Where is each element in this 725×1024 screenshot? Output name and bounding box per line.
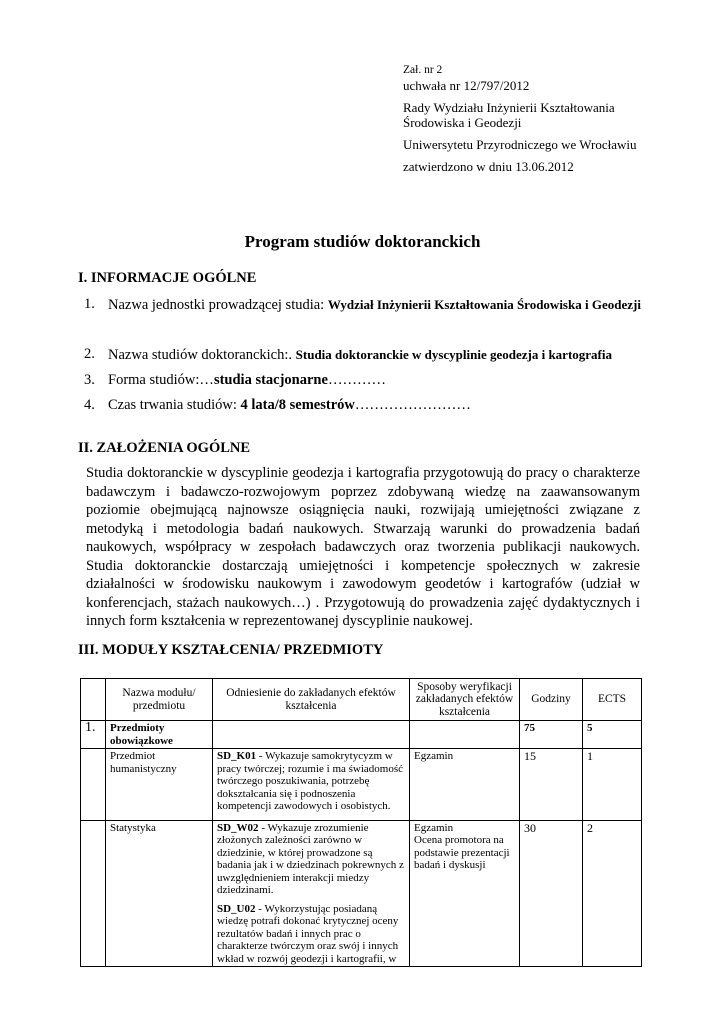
item-value: 4 lata/8 semestrów bbox=[240, 397, 355, 413]
faculty-council: Rady Wydziału Inżynierii Kształtowania Środowiska i Geodezji bbox=[403, 100, 615, 130]
item-label: Forma studiów:… bbox=[108, 372, 214, 388]
item-number: 1. bbox=[84, 296, 95, 312]
university-name: Uniwersytetu Przyrodniczego we Wrocławiu bbox=[403, 137, 637, 152]
table-header-row bbox=[81, 679, 642, 721]
empty-cell bbox=[213, 721, 410, 749]
subject-name: Przedmiot humanistyczny bbox=[106, 749, 213, 821]
list-item bbox=[84, 342, 644, 368]
empty-cell bbox=[410, 721, 520, 749]
subject-hours: 30 bbox=[520, 820, 583, 967]
header-hours: Godziny bbox=[520, 679, 583, 721]
group-hours: 75 bbox=[520, 721, 583, 749]
subject-hours: 15 bbox=[520, 749, 583, 821]
item-value: studia stacjonarne bbox=[213, 372, 328, 388]
item-value: Studia doktoranckie w dyscyplinie geodezja i kartografia bbox=[295, 347, 612, 362]
approval-date: zatwierdzono w dniu 13.06.2012 bbox=[403, 159, 574, 174]
effect-code: SD_U02 bbox=[217, 902, 256, 915]
section1-heading: I. INFORMACJE OGÓLNE bbox=[78, 270, 257, 286]
item-number: 4. bbox=[84, 397, 95, 413]
effect-code: SD_W02 bbox=[217, 821, 259, 834]
effect-text: - Wykazuje samokrytycyzm w pracy twórczej; rozumie i ma świadomość twórczego poszukiwania, potrzebę dokształcania się i podnoszenia kompetencji zawodowych i osobistych. bbox=[217, 750, 404, 812]
item-suffix: ………… bbox=[327, 372, 386, 388]
effect-code: SD_K01 bbox=[217, 750, 257, 762]
item-label: Nazwa jednostki prowadzącej studia: bbox=[108, 297, 328, 313]
subject-verification: Egzamin bbox=[410, 749, 520, 821]
header-verification: Sposoby weryfikacji zakładanych efektów kształcenia bbox=[410, 679, 520, 721]
subject-ects: 2 bbox=[583, 820, 642, 967]
group-name: Przedmioty obowiązkowe bbox=[106, 721, 213, 749]
general-assumptions-text: Studia doktoranckie w dyscyplinie geodezja i kartografia przygotowują do pracy o charakterze badawczym i badawczo-rozwojowym poprzez zdobywaną wiedzę na zaawansowanym poziomie obejmującą najnowsze osiągnięcia nauki, rozwijają umiejętności związane z metodyką i metodologia badań naukowych. Stwarzają warunki do prowadzenia badań naukowych, współpracy w zespołach badawczych oraz tworzenia publikacji naukowych. Studia doktoranckie dostarczają umiejętności i kompetencje społecznych w zakresie działalności w środowisku naukowym i zawodowym geodetów i kartografów (udział w konferencjach, stażach naukowych…) . Przygotowują do prowadzenia zajęć dydaktycznych i innych form kształcenia w reprezentowanej dyscyplinie naukowej. bbox=[86, 465, 640, 629]
subject-effects bbox=[213, 749, 410, 821]
table-row bbox=[81, 820, 642, 967]
subject-ects: 1 bbox=[583, 749, 642, 821]
item-value: Wydział Inżynierii Kształtowania Środowiska i Geodezji bbox=[327, 297, 641, 312]
item-label: Nazwa studiów doktoranckich:. bbox=[108, 347, 296, 363]
item-number: 2. bbox=[84, 346, 95, 362]
item-number: 3. bbox=[84, 372, 95, 388]
effect-text: - Wykorzystując posiadaną wiedzę potrafi dokonać krytycznej oceny rezultatów badań i innych prac o charakterze twórczym oraz swój i innych wkład w rozwój geodezji i kartografii, w bbox=[217, 902, 399, 965]
item-label: Czas trwania studiów: bbox=[108, 397, 241, 413]
effect-item bbox=[217, 822, 405, 897]
list-item bbox=[84, 292, 644, 342]
header-module: Nazwa modułu/ przedmiotu bbox=[106, 679, 213, 721]
effect-item bbox=[217, 750, 405, 813]
section2-heading: II. ZAŁOŻENIA OGÓLNE bbox=[78, 440, 251, 456]
header-lp bbox=[81, 679, 106, 721]
resolution-number: uchwała nr 12/797/2012 bbox=[403, 78, 530, 93]
general-info-list bbox=[84, 292, 644, 418]
subject-effects bbox=[213, 820, 410, 967]
empty-cell bbox=[81, 749, 106, 821]
subject-verification: Egzamin Ocena promotora na podstawie prezentacji badań i dyskusji bbox=[410, 820, 520, 967]
effect-text: - Wykazuje zrozumienie złożonych zależności zarówno w dziedzinie, w której prowadzone są badania jak i w dziedzinach pokrewnych z uwzględnieniem interakcji miedzy dziedzinami. bbox=[217, 821, 404, 896]
table-row bbox=[81, 749, 642, 821]
approval-note bbox=[403, 63, 643, 181]
effect-item bbox=[217, 903, 405, 966]
empty-cell bbox=[81, 820, 106, 967]
item-suffix: …………………… bbox=[354, 397, 471, 413]
table-row bbox=[81, 721, 642, 749]
group-number: 1. bbox=[81, 721, 106, 749]
header-ects: ECTS bbox=[583, 679, 642, 721]
list-item bbox=[84, 368, 644, 393]
page-title: Program studiów doktoranckich bbox=[244, 232, 481, 251]
subject-name: Statystyka bbox=[106, 820, 213, 967]
list-item bbox=[84, 393, 644, 418]
header-effects: Odniesienie do zakładanych efektów kształcenia bbox=[213, 679, 410, 721]
attachment-number: Zał. nr 2 bbox=[403, 64, 443, 76]
section3-heading: III. MODUŁY KSZTAŁCENIA/ PRZEDMIOTY bbox=[78, 642, 384, 658]
group-ects: 5 bbox=[583, 721, 642, 749]
modules-table bbox=[80, 678, 642, 967]
